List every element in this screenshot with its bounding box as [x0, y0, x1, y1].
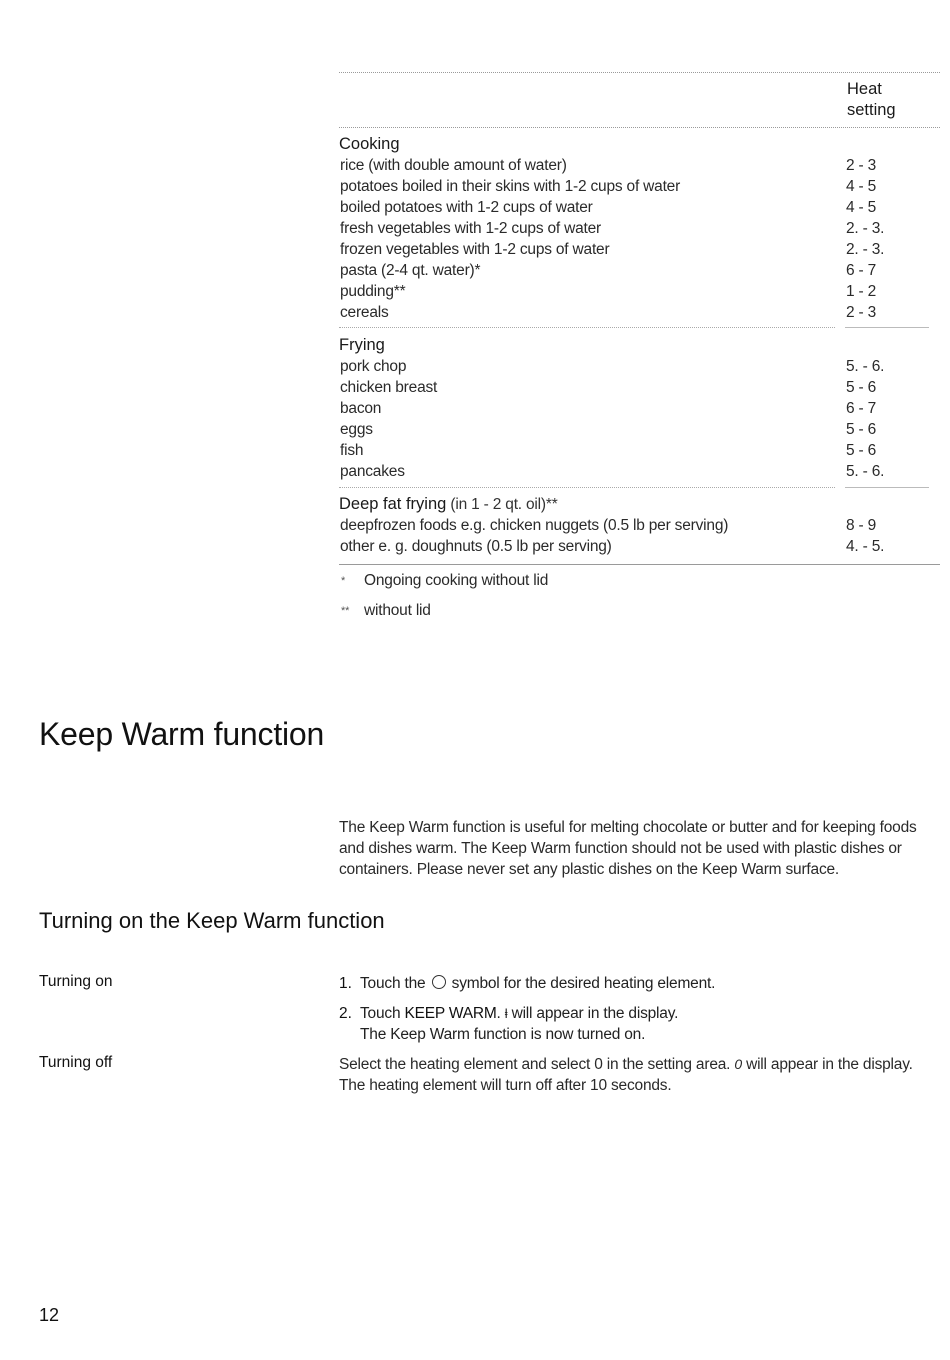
turning-on-label: Turning on: [39, 973, 113, 990]
page-number: 12: [39, 1305, 60, 1325]
header-rule: [339, 127, 940, 128]
table-row: boiled potatoes with 1-2 cups of water 4 - 5: [340, 199, 877, 216]
table-row: fish 5 - 6: [340, 442, 877, 459]
table-row: pasta (2-4 qt. water)* 6 - 7: [340, 262, 877, 279]
table-row: bacon 6 - 7: [340, 400, 877, 417]
table-row: pork chop 5. - 6.: [340, 358, 885, 375]
table-top-rule: [339, 72, 940, 73]
section-title: Cooking: [339, 135, 400, 153]
display-zero-symbol: 0: [734, 1056, 742, 1072]
section-frying: [339, 335, 940, 482]
table-row: rice (with double amount of water) 2 - 3: [340, 157, 877, 174]
table-row: eggs 5 - 6: [340, 421, 877, 438]
section-divider: [845, 327, 929, 328]
circle-symbol-icon: [432, 975, 446, 989]
table-row: chicken breast 5 - 6: [340, 379, 877, 396]
table-bottom-rule: [339, 564, 940, 565]
display-symbol-icon: ⱡ: [504, 1006, 508, 1021]
section-title: Deep fat frying (in 1 - 2 qt. oil)**: [339, 495, 558, 513]
table-row: frozen vegetables with 1-2 cups of water 2. - 3.: [340, 241, 885, 258]
section-divider: [339, 487, 835, 488]
table-row: deepfrozen foods e.g. chicken nuggets (0.5 lb per serving) 8 - 9: [340, 517, 877, 534]
table-row: pudding** 1 - 2: [340, 283, 877, 300]
table-row: cereals 2 - 3: [340, 304, 877, 321]
heat-setting-header: Heat setting: [847, 80, 896, 119]
section-title: Frying: [339, 336, 385, 354]
footnote: ** without lid: [341, 602, 431, 619]
section-subtitle: Turning on the Keep Warm function: [39, 908, 385, 933]
turning-off-paragraph: Select the heating element and select 0 in the setting area. 0 will appear in the display. The heating element will turn off after 10 seconds.: [339, 1056, 913, 1094]
table-row: fresh vegetables with 1-2 cups of water 2. - 3.: [340, 220, 885, 237]
section-deep-fat-frying: [339, 494, 940, 557]
section-divider: [845, 487, 929, 488]
section-divider: [339, 327, 835, 328]
footnote: * Ongoing cooking without lid: [341, 572, 549, 589]
turning-off-label: Turning off: [39, 1054, 113, 1071]
section-cooking: [339, 134, 940, 323]
table-row: pancakes 5. - 6.: [340, 463, 885, 480]
table-row: potatoes boiled in their skins with 1-2 cups of water 4 - 5: [340, 178, 877, 195]
keep-warm-key: KEEP WARM: [404, 1005, 497, 1022]
intro-paragraph: The Keep Warm function is useful for melting chocolate or butter and for keeping foods and dishes warm. The Keep Warm function should not be used with plastic dishes or containers. Please never set any plastic dishes on the Keep Warm surface.: [339, 819, 917, 878]
table-row: other e. g. doughnuts (0.5 lb per serving) 4. - 5.: [340, 538, 885, 555]
page-title: Keep Warm function: [39, 716, 325, 752]
